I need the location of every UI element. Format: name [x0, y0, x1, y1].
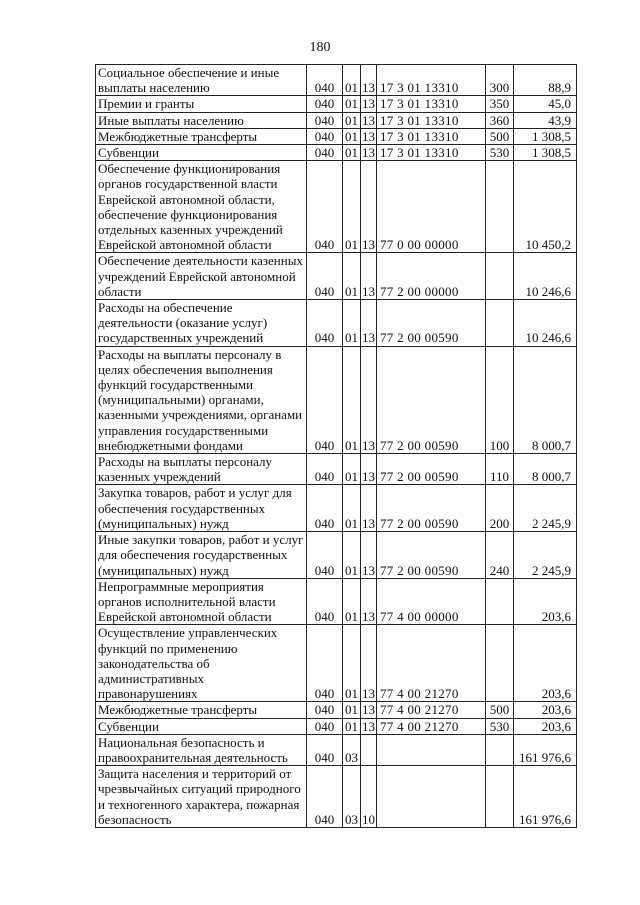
row-expense-type: [486, 766, 514, 828]
row-amount: 10 246,6: [514, 300, 577, 347]
row-section-code: 01: [343, 532, 361, 579]
row-amount: 203,6: [514, 625, 577, 702]
row-section-code: 01: [343, 128, 361, 144]
row-amount: 161 976,6: [514, 734, 577, 765]
row-subsection-code: 13: [361, 161, 377, 253]
row-target-code: 77 2 00 00590: [377, 485, 486, 532]
table-row: [96, 454, 577, 485]
row-target-code: 77 0 00 00000: [377, 161, 486, 253]
row-amount: 161 976,6: [514, 766, 577, 828]
row-amount: 2 245,9: [514, 485, 577, 532]
row-name: Обеспечение деятельности казенных учреждений Еврейской автономной области: [96, 253, 307, 300]
row-ministry-code: 040: [307, 485, 343, 532]
table-row: [96, 625, 577, 702]
row-amount: 2 245,9: [514, 532, 577, 579]
table-row: [96, 734, 577, 765]
row-subsection-code: 13: [361, 625, 377, 702]
row-expense-type: 300: [486, 65, 514, 96]
table-row: [96, 112, 577, 128]
row-subsection-code: 13: [362, 128, 375, 144]
row-name: Иные закупки товаров, работ и услуг для обеспечения государственных (муниципальных) нужд: [96, 532, 307, 579]
row-target-code: 17 3 01 13310: [377, 128, 486, 144]
row-expense-type: [486, 253, 514, 300]
row-expense-type: 500: [486, 128, 514, 144]
row-amount: 45,0: [514, 96, 577, 112]
row-target-code: 17 3 01 13310: [377, 112, 486, 128]
row-expense-type: [486, 161, 514, 253]
row-subsection-code: 13: [361, 485, 377, 532]
row-ministry-code: 040: [307, 766, 343, 828]
row-subsection-code: 13: [361, 454, 377, 485]
table-row: [96, 128, 577, 144]
row-ministry-code: 040: [307, 145, 343, 161]
row-expense-type: 110: [486, 454, 514, 485]
row-expense-type: 240: [486, 532, 514, 579]
row-expense-type: [486, 300, 514, 347]
row-section-code: 01: [343, 578, 361, 625]
row-target-code: 77 2 00 00590: [377, 300, 486, 347]
row-section-code: 03: [343, 734, 361, 765]
row-target-code: 77 2 00 00590: [377, 532, 486, 579]
table-row: [96, 485, 577, 532]
table-row: [96, 702, 577, 718]
row-ministry-code: 040: [307, 253, 343, 300]
row-amount: 8 000,7: [514, 454, 577, 485]
row-expense-type: 100: [486, 346, 514, 453]
row-name: Субвенции: [96, 718, 307, 734]
row-ministry-code: 040: [307, 702, 343, 718]
row-amount: 203,6: [514, 702, 577, 718]
row-ministry-code: 040: [307, 578, 343, 625]
table-row: [96, 300, 577, 347]
row-ministry-code: 040: [307, 718, 343, 734]
row-ministry-code: 040: [307, 346, 343, 453]
row-name: Межбюджетные трансферты: [96, 702, 307, 718]
row-name: Осуществление управленческих функций по применению законодательства об административных правонарушениях: [96, 625, 307, 702]
row-target-code: 77 4 00 21270: [377, 718, 486, 734]
row-target-code: 77 4 00 00000: [377, 578, 486, 625]
row-target-code: 17 3 01 13310: [377, 96, 486, 112]
row-subsection-code: 13: [362, 702, 375, 718]
table-row: [96, 161, 577, 253]
row-amount: 43,9: [514, 112, 577, 128]
row-name: Расходы на выплаты персоналу казенных учреждений: [96, 454, 307, 485]
row-target-code: 77 4 00 21270: [377, 702, 486, 718]
row-amount: 10 246,6: [514, 253, 577, 300]
row-ministry-code: 040: [307, 161, 343, 253]
row-name: Обеспечение функционирования органов государственной власти Еврейской автономной области, обеспечение функционирования отдельных казенных учреждений Еврейской автономной области: [96, 161, 307, 253]
row-subsection-code: 13: [361, 253, 377, 300]
row-expense-type: [486, 578, 514, 625]
row-subsection-code: 13: [361, 65, 377, 96]
row-section-code: 01: [343, 702, 361, 718]
row-name: Непрограммные мероприятия органов исполнительной власти Еврейской автономной области: [96, 578, 307, 625]
table-row: [96, 532, 577, 579]
row-section-code: 01: [343, 718, 361, 734]
row-amount: 203,6: [514, 718, 577, 734]
row-target-code: 77 2 00 00000: [377, 253, 486, 300]
row-subsection-code: 13: [361, 300, 377, 347]
page-number: 180: [309, 40, 331, 55]
row-section-code: 01: [343, 454, 361, 485]
row-expense-type: 530: [486, 145, 514, 161]
row-section-code: 01: [343, 65, 361, 96]
row-amount: 1 308,5: [514, 128, 577, 144]
row-ministry-code: 040: [307, 625, 343, 702]
table-row: [96, 65, 577, 96]
row-subsection-code: [361, 734, 377, 765]
row-expense-type: 500: [486, 702, 514, 718]
row-section-code: 01: [343, 300, 361, 347]
row-name: Защита населения и территорий от чрезвычайных ситуаций природного и техногенного характера, пожарная безопасность: [96, 766, 307, 828]
row-expense-type: 350: [486, 96, 514, 112]
row-target-code: [377, 766, 486, 828]
row-subsection-code: 13: [362, 112, 375, 128]
row-section-code: 01: [343, 145, 361, 161]
row-amount: 203,6: [514, 578, 577, 625]
row-name: Субвенции: [96, 145, 307, 161]
row-subsection-code: 13: [362, 96, 375, 112]
row-ministry-code: 040: [307, 734, 343, 765]
table-row: [96, 578, 577, 625]
row-expense-type: 530: [486, 718, 514, 734]
row-section-code: 01: [343, 346, 361, 453]
row-target-code: [377, 734, 486, 765]
row-target-code: 17 3 01 13310: [377, 145, 486, 161]
row-expense-type: [486, 625, 514, 702]
row-subsection-code: 13: [362, 718, 375, 734]
row-subsection-code: 13: [361, 532, 377, 579]
table-row: [96, 253, 577, 300]
row-amount: 10 450,2: [514, 161, 577, 253]
row-amount: 88,9: [514, 65, 577, 96]
row-expense-type: 360: [486, 112, 514, 128]
row-section-code: 01: [343, 485, 361, 532]
row-name: Расходы на обеспечение деятельности (оказание услуг) государственных учреждений: [96, 300, 307, 347]
row-target-code: 77 4 00 21270: [377, 625, 486, 702]
row-expense-type: [486, 734, 514, 765]
row-subsection-code: 10: [361, 766, 377, 828]
row-ministry-code: 040: [307, 300, 343, 347]
row-section-code: 01: [343, 161, 361, 253]
row-ministry-code: 040: [307, 454, 343, 485]
row-section-code: 01: [343, 96, 361, 112]
row-section-code: 01: [343, 112, 361, 128]
row-section-code: 01: [343, 625, 361, 702]
row-ministry-code: 040: [307, 65, 343, 96]
row-ministry-code: 040: [307, 112, 343, 128]
row-name: Иные выплаты населению: [96, 112, 307, 128]
row-subsection-code: 13: [361, 578, 377, 625]
table-row: [96, 145, 577, 161]
row-amount: 1 308,5: [514, 145, 577, 161]
table-row: [96, 96, 577, 112]
row-section-code: 01: [343, 253, 361, 300]
table-row: [96, 718, 577, 734]
row-section-code: 03: [343, 766, 361, 828]
row-expense-type: 200: [486, 485, 514, 532]
row-ministry-code: 040: [307, 532, 343, 579]
row-amount: 8 000,7: [514, 346, 577, 453]
row-name: Национальная безопасность и правоохранительная деятельность: [96, 734, 307, 765]
row-target-code: 77 2 00 00590: [377, 346, 486, 453]
row-target-code: 77 2 00 00590: [377, 454, 486, 485]
row-name: Закупка товаров, работ и услуг для обеспечения государственных (муниципальных) нужд: [96, 485, 307, 532]
row-name: Социальное обеспечение и иные выплаты населению: [96, 65, 307, 96]
row-target-code: 17 3 01 13310: [377, 65, 486, 96]
row-ministry-code: 040: [307, 128, 343, 144]
row-name: Расходы на выплаты персоналу в целях обеспечения выполнения функций государственными (муниципальными) органами, казенными учреждениями, органами управления государственными внебюджетными фондами: [96, 346, 307, 453]
row-ministry-code: 040: [307, 96, 343, 112]
row-name: Межбюджетные трансферты: [96, 128, 307, 144]
row-subsection-code: 13: [362, 145, 375, 161]
table-row: [96, 766, 577, 828]
budget-table: [95, 64, 577, 828]
row-subsection-code: 13: [361, 346, 377, 453]
row-name: Премии и гранты: [96, 96, 307, 112]
table-row: [96, 346, 577, 453]
